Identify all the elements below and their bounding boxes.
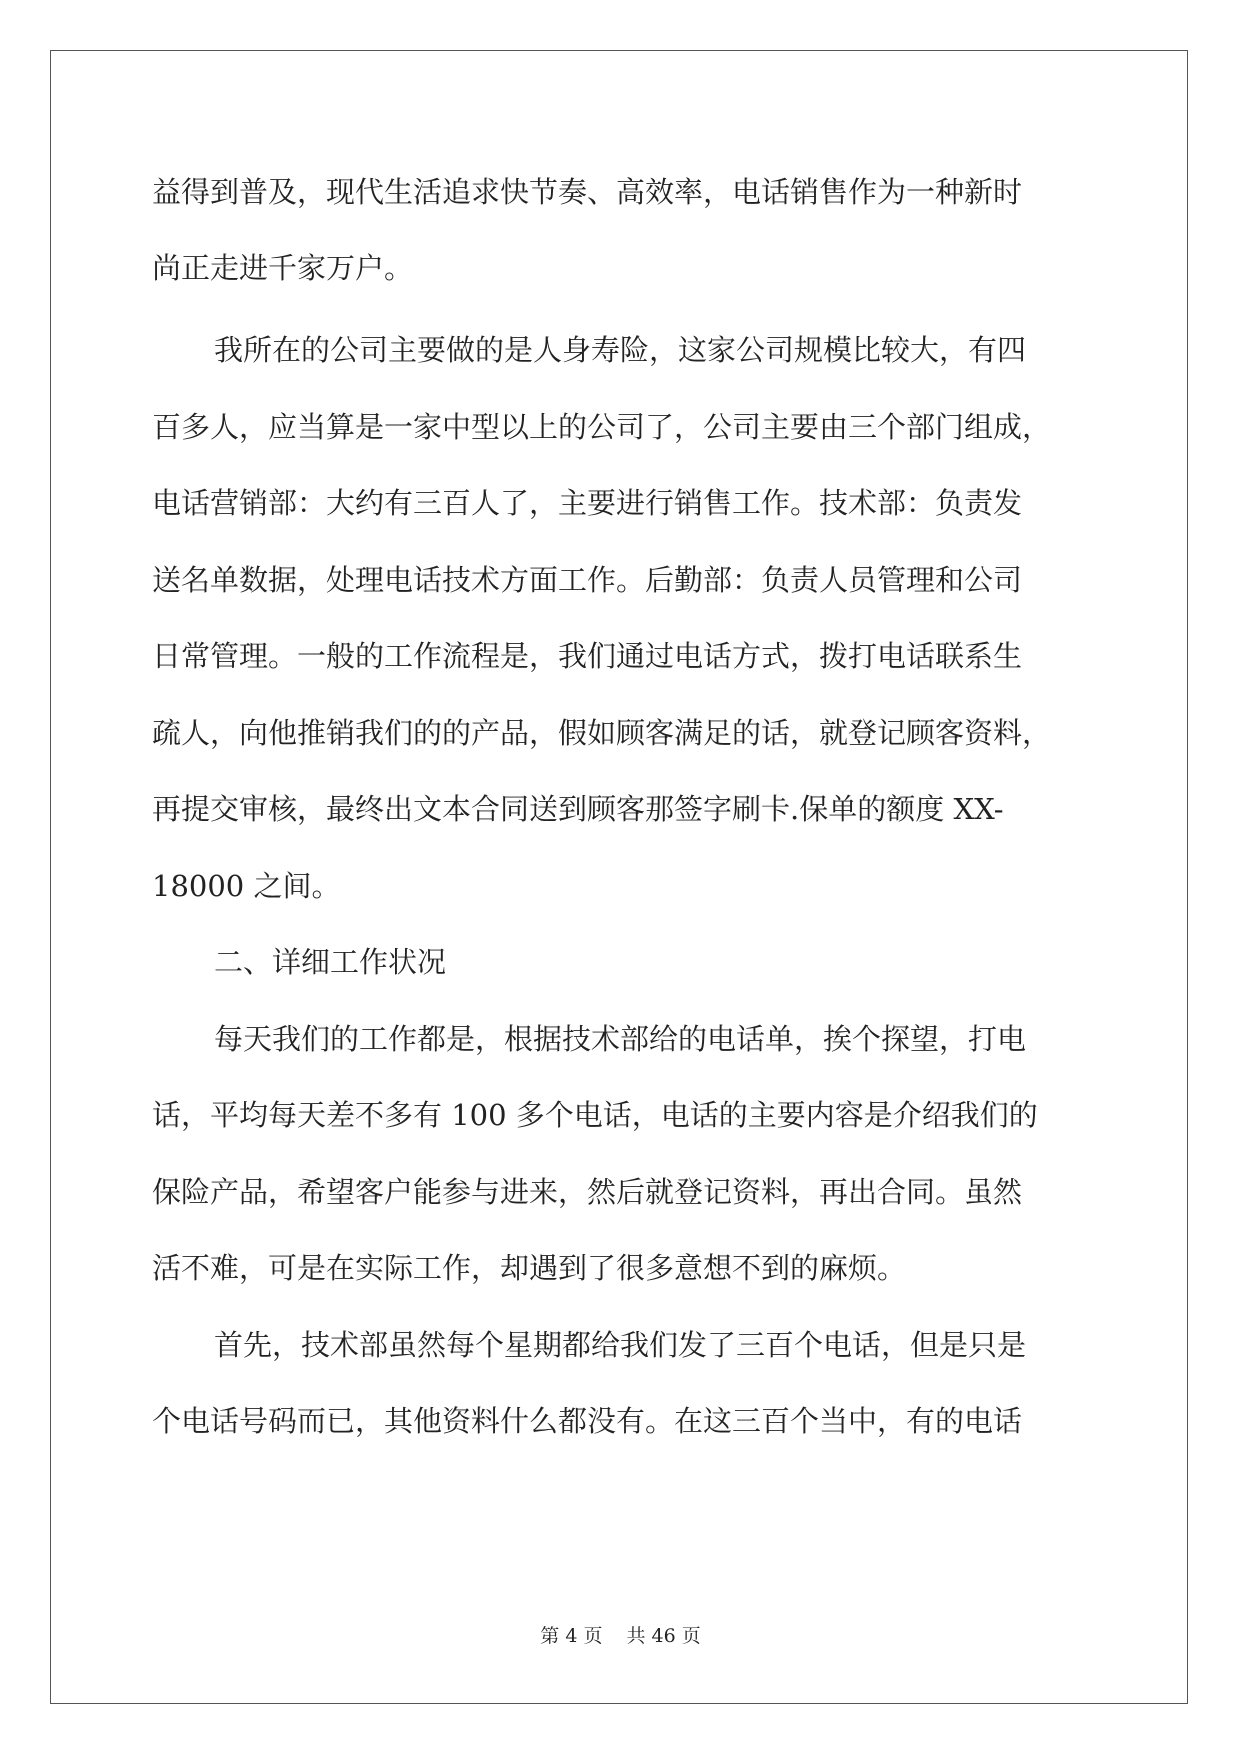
text-line: 18000 之间。 [152,869,341,903]
text-line: 益得到普及，现代生活追求快节奏、高效率，电话销售作为一种新时 [152,175,1023,209]
text-line: 百多人，应当算是一家中型以上的公司了，公司主要由三个部门组成， [152,410,1052,444]
text-line: 日常管理。一般的工作流程是，我们通过电话方式，拨打电话联系生 [152,639,1023,673]
text-line: 个电话号码而已，其他资料什么都没有。在这三百个当中，有的电话 [152,1404,1023,1438]
paragraph-start-line: 首先，技术部虽然每个星期都给我们发了三百个电话，但是只是 [214,1328,1027,1362]
text-line: 保险产品，希望客户能参与进来，然后就登记资料，再出合同。虽然 [152,1175,1023,1209]
paragraph-start-line: 我所在的公司主要做的是人身寿险，这家公司规模比较大，有四 [214,333,1027,367]
text-line: 尚正走进千家万户。 [152,251,414,285]
text-line: 电话营销部：大约有三百人了，主要进行销售工作。技术部：负责发 [152,486,1023,520]
text-line: 再提交审核，最终出文本合同送到顾客那签字刷卡.保单的额度 XX- [152,792,1004,826]
paragraph-start-line: 每天我们的工作都是，根据技术部给的电话单，挨个探望，打电 [214,1022,1027,1056]
page-footer [0,1624,1241,1648]
text-line: 送名单数据，处理电话技术方面工作。后勤部：负责人员管理和公司 [152,563,1023,597]
text-line: 活不难，可是在实际工作，却遇到了很多意想不到的麻烦。 [152,1251,907,1285]
page-total: 共 46 页 [626,1625,701,1647]
text-line: 疏人，向他推销我们的的产品，假如顾客满足的话，就登记顾客资料， [152,716,1052,750]
page-number: 第 4 页 [540,1625,603,1647]
text-line: 话，平均每天差不多有 100 多个电话，电话的主要内容是介绍我们的 [152,1098,1038,1132]
section-heading: 二、详细工作状况 [214,945,447,979]
